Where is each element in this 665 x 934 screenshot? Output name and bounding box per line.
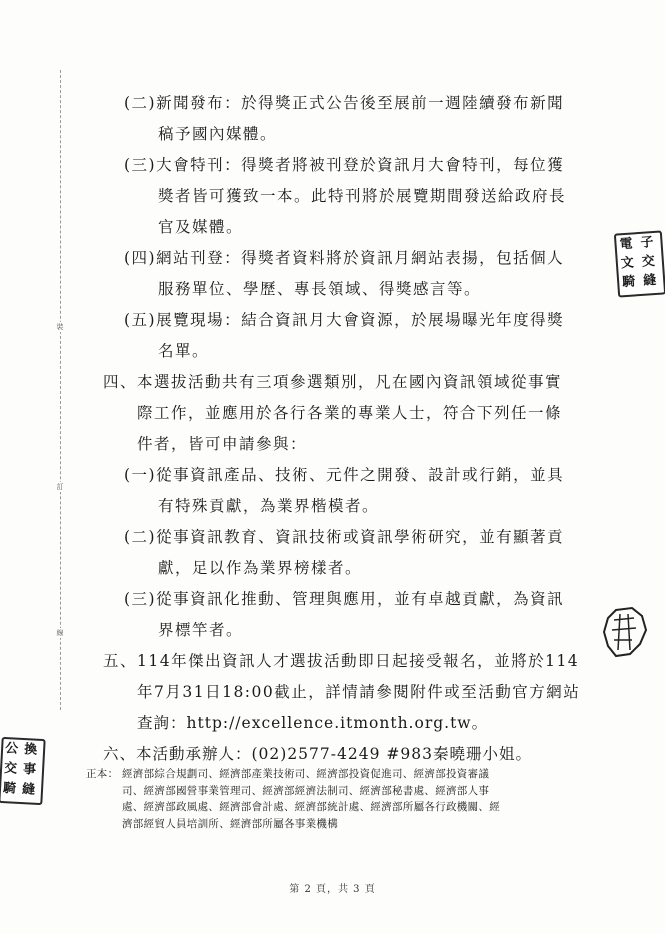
copies-label: 正本：: [86, 768, 119, 780]
item-special-issue-cont-1: 獎者皆可獲致一本。此特刊將於展覽期間發送給政府長: [158, 187, 567, 205]
copies-to: [86, 766, 586, 832]
gutter-mark-bind: 裝: [56, 323, 64, 331]
item-special-issue: (三)大會特刊：得獎者將被刊登於資訊月大會特刊，每位獲: [124, 156, 565, 174]
page-number: 第 2 頁，共 3 頁: [289, 884, 376, 895]
category-two-cont: 獻，足以作為業界榜樣者。: [158, 559, 363, 577]
category-three-cont: 界標竿者。: [158, 621, 244, 639]
section-five-cont-2: 查詢：http://excellence.itmonth.org.tw。: [137, 714, 489, 732]
section-six: 六、本活動承辦人：(02)2577-4249 #983秦曉珊小姐。: [103, 745, 532, 763]
seal-char: 騎: [621, 274, 636, 291]
item-exhibition: (五)展覽現場：結合資訊月大會資源，於展場曝光年度得獎: [124, 311, 565, 329]
section-five-cont-1: 年7月31日18:00截止，詳情請參閱附件或至活動官方網站: [137, 683, 581, 701]
category-one: (一)從事資訊產品、技術、元件之開發、設計或行銷，並具: [124, 466, 565, 484]
stamp-fragment-icon: [602, 606, 648, 658]
gutter-mark-staple: 訂: [56, 483, 64, 491]
seal-char: 縫: [21, 782, 36, 798]
seal-char: 騎: [2, 781, 17, 797]
official-seam-seal: [0, 737, 46, 805]
item-news-release: (二)新聞發布：於得獎正式公告後至展前一週陸續發布新聞: [124, 94, 565, 112]
copies-line: 經濟部綜合規劃司、經濟部產業技術司、經濟部投資促進司、經濟部投資審議: [122, 768, 490, 780]
seal-char: 子: [640, 235, 655, 251]
item-website-cont: 服務單位、學歷、專長領域、得獎感言等。: [158, 280, 482, 298]
seal-char: 公: [4, 741, 19, 757]
seal-char: 文: [620, 255, 635, 272]
category-two: (二)從事資訊教育、資訊技術或資訊學術研究，並有顯著貢: [124, 528, 565, 546]
seal-char: 交: [3, 761, 18, 777]
electronic-seam-seal: [614, 230, 665, 297]
gutter-mark-line: 線: [56, 629, 64, 637]
copies-line: 處、經濟部政風處、經濟部會計處、經濟部統計處、經濟部所屬各行政機關、經: [122, 801, 500, 813]
category-one-cont: 有特殊貢獻，為業界楷模者。: [158, 497, 380, 515]
item-exhibition-cont: 名單。: [158, 342, 210, 360]
copies-line: 司、經濟部國營事業管理司、經濟部經濟法制司、經濟部秘書處、經濟部人事: [122, 784, 490, 797]
item-special-issue-cont-2: 官及媒體。: [158, 218, 244, 236]
seal-char: 交: [641, 253, 656, 270]
copies-line: 濟部經貿人員培訓所、經濟部所屬各事業機構: [122, 817, 338, 830]
seal-char: 換: [23, 742, 38, 758]
item-news-release-cont: 稿予國內媒體。: [158, 125, 278, 143]
section-four-cont-1: 際工作，並應用於各行各業的專業人士，符合下列任一條: [137, 404, 563, 422]
seal-char: 縫: [642, 272, 657, 289]
binding-line: [60, 70, 61, 710]
item-website: (四)網站刊登：得獎者資料將於資訊月網站表揚，包括個人: [124, 249, 565, 267]
seal-char: 事: [22, 762, 37, 778]
category-three: (三)從事資訊化推動、管理與應用，並有卓越貢獻，為資訊: [124, 590, 565, 608]
section-four-cont-2: 件者，皆可申請參與：: [137, 435, 308, 453]
section-five: 五、114年傑出資訊人才選拔活動即日起接受報名，並將於114: [103, 652, 580, 670]
section-four: 四、本選拔活動共有三項參選類別，凡在國內資訊領域從事實: [103, 373, 563, 391]
seal-char: 電: [619, 236, 634, 253]
